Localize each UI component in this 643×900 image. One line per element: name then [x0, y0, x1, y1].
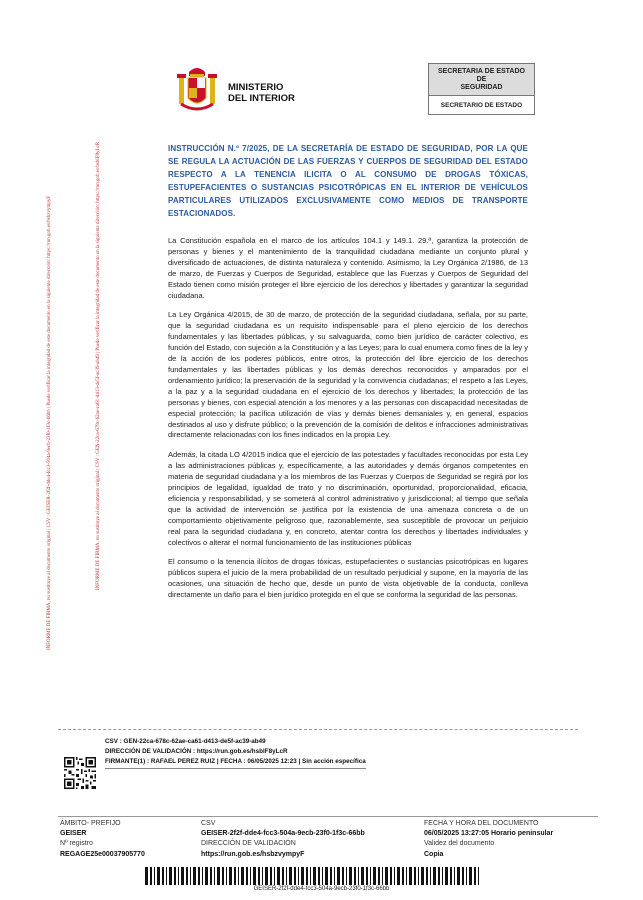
paragraph-3: Además, la citada LO 4/2015 indica que el ejercicio de las potestades y facultades reconocidas por esta Ley a las administraciones públicas y, específicamente, a las autoridades y demás órganos competentes en materia de seguridad ciudadana y a los miembros de las Fuerzas y Cuerpos de Seguridad se regirá por los principios de legalidad, igualdad de trato y no discriminación, oportunidad, proporcionalidad, eficacia, eficiencia y responsabilidad, y se someterá al control administrativo y jurisdiccional; al tiempo que señala que la actividad de intervención se justifica por la existencia de una amenaza concreta o de un comportamiento objetivamente peligroso que, razonablemente, sea susceptible de provocar un perjuicio real para la seguridad ciudadana y, en concreto, atentar contra los derechos y libertades individuales y colectivos o alterar el normal funcionamiento de las instituciones públicas	[168, 450, 528, 547]
footer-col-fecha	[424, 819, 553, 860]
ministry-line-1: MINISTERIO	[228, 82, 284, 93]
validez-value: Copia	[424, 850, 444, 858]
direccion-label: DIRECCIÓN DE VALIDACIÓN	[201, 840, 296, 848]
csv-info	[105, 737, 366, 769]
secretario-label: SECRETARIO DE ESTADO	[440, 102, 523, 109]
csv-divider	[58, 729, 578, 730]
secretaria-box	[428, 63, 535, 115]
ministry-name	[228, 82, 295, 104]
fecha-value: 06/05/2025 13:27:05 Horario peninsular	[424, 830, 554, 838]
footer-registry	[58, 816, 598, 868]
document-title: INSTRUCCIÓN N.º 7/2025, DE LA SECRETARÍA DE ESTADO DE SEGURIDAD, POR LA QUE SE REGULA LA ACTUACIÓN DE LAS FUERZAS Y CUERPOS DE SEGURIDAD DEL ESTADO RESPECTO A LA TENENCIA ILICITA O AL CONSUMO DE DROGAS TÓXICAS, ESTUPEFACIENTES O SUSTANCIAS PSICOTRÓPICAS EN EL INTERIOR DE VEHÍCULOS PARTICULARES UTILIZADOS EXCLUSIVAMENTE COMO MEDIOS DE TRANSPORTE ESTACIONADOS.	[168, 144, 528, 218]
barcode-icon	[145, 867, 481, 885]
registro-label: Nº registro	[60, 840, 93, 848]
ambito-value: GEISER	[60, 830, 87, 838]
side-validation-text-1: INFORME DE FIRMA, no sustituye al documento original | CSV : GEISER-2f2f-dde4-fcc3-504a-9ecb-23f0-1f3c-66bb | Puede verificar la integridad de este documento en la siguiente dirección: https://run.gob.es/hsbzvympyF	[47, 195, 52, 650]
barcode-number: GEISER-2f2f-dde4-fcc3-504a-9ecb-23f0-1f3c-66bb	[253, 886, 390, 892]
secretaria-header	[429, 64, 534, 96]
side-validation-text-2: INFORME DE FIRMA, no sustituye al documento original | CSV : GEN-22ca-678c-62ae-ca61-d413-de5f-ac39-ab49 | Puede verificar la integridad de este documento en la siguiente dirección: https://run.gob.es/hsblF8yLcR	[96, 141, 101, 590]
secretaria-line-2: SEGURIDAD	[460, 84, 503, 91]
direccion-value[interactable]: https://run.gob.es/hsbzvympyF	[201, 850, 305, 858]
ministry-line-2: DEL INTERIOR	[228, 93, 295, 104]
footer-col-csv	[201, 819, 365, 860]
fecha-label: FECHA Y HORA DEL DOCUMENTO	[424, 820, 539, 827]
registro-value: REGAGE25e00037905770	[60, 850, 145, 858]
secretaria-line-1: SECRETARIA DE ESTADO DE	[438, 68, 525, 83]
validez-label: Validez del documento	[424, 840, 495, 848]
paragraph-4: El consumo o la tenencia ilícitos de drogas tóxicas, estupefacientes o sustancias psicotrópicas en lugares públicos supera el juicio de la mera probabilidad de un resultado perjudicial y supone, en la mayoría de las ocasiones, una situación de hecho que, desde un punto de vista objetivable de la conducta, conlleva directamente un daño para el bien jurídico protegido en el que se conforma la seguridad de las personas.	[168, 557, 528, 600]
document-body	[168, 236, 528, 610]
csv-validation-url[interactable]: DIRECCIÓN DE VALIDACIÓN : https://run.gob.es/hsblF8yLcR	[105, 748, 288, 755]
paragraph-1: La Constitución española en el marco de los artículos 104.1 y 149.1. 29.ª, garantiza la protección de personas y bienes y el mantenimiento de la tranquilidad ciudadana mediante un conjunto plural y diversificado de actuaciones, de distinta naturaleza y contenido. Asimismo, la Ley Orgánica 2/1986, de 13 de marzo, de Fuerzas y Cuerpos de Seguridad, establece que las Fuerzas y Cuerpos de Seguridad del Estado tienen como misión proteger el libre ejercicio de los derechos y libertades y garantizar la seguridad ciudadana.	[168, 236, 528, 300]
ambito-label: ÁMBITO- PREFIJO	[60, 820, 121, 827]
paragraph-2: La Ley Orgánica 4/2015, de 30 de marzo, de protección de la seguridad ciudadana, señala, por su parte, que la seguridad ciudadana es un requisito indispensable para el pleno ejercicio de los derechos fundamentales y las libertades públicas, y su salvaguarda, como bien jurídico de carácter colectivo, es función del Estado, con sujeción a la Constitución y a las Leyes; para lo cual enumera como fines de la ley y de la acción de los poderes públicos, entre otros, la protección del libre ejercicio de los derechos fundamentales y las libertades públicas y los demás derechos reconocidos y amparados por el ordenamiento jurídico; la preservación de la seguridad y la convivencia ciudadanas; el respeto a las Leyes, a la paz y a la seguridad ciudadana en el ejercicio de los derechos y libertades; la protección de las personas y bienes, con especial atención a los menores y a las personas con discapacidad necesitadas de especial protección; la pacífica utilización de vías y demás bienes demaniales y, en general, espacios destinados al uso y disfrute público; o la prevención de la comisión de delitos e infracciones administrativas directamente relacionadas con los fines indicados en la propia Ley.	[168, 310, 528, 440]
csv-value: GEISER-2f2f-dde4-fcc3-504a-9ecb-23f0-1f3c-66bb	[201, 830, 365, 838]
csv-code: CSV : GEN-22ca-678c-62ae-ca61-d413-de5f-ac39-ab49	[105, 738, 266, 745]
coat-of-arms-icon	[175, 64, 219, 116]
csv-label: CSV	[201, 820, 216, 827]
qr-code-icon	[64, 757, 96, 789]
signer-info: FIRMANTE(1) : RAFAEL PEREZ RUIZ | FECHA : 06/05/2025 12:23 | Sin acción específica	[105, 757, 366, 769]
footer-col-ambito	[60, 819, 145, 860]
